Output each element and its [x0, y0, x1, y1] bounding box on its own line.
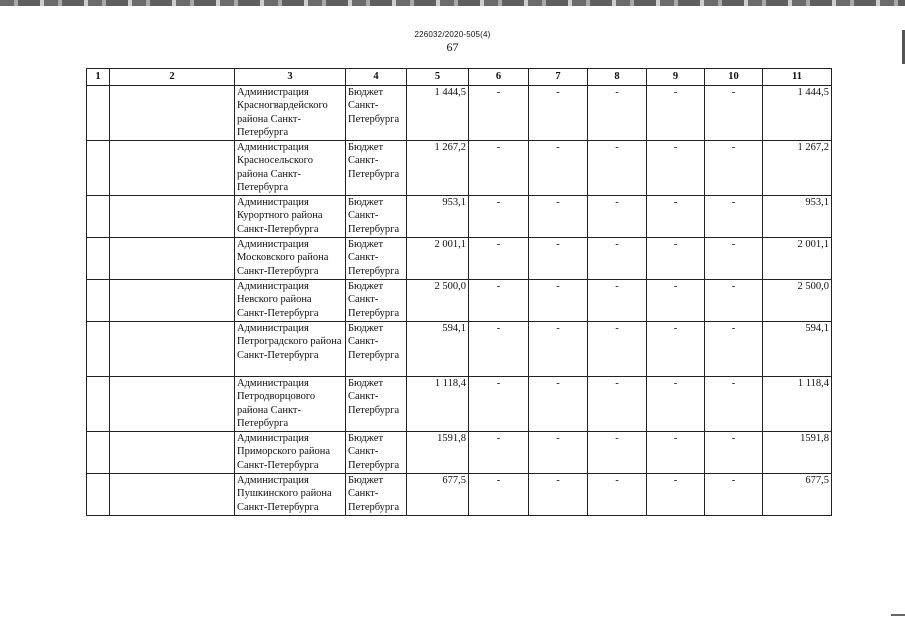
table-row — [87, 474, 832, 516]
column-header: 9 — [647, 69, 705, 86]
value-cell: - — [588, 141, 647, 196]
value-cell: - — [469, 474, 529, 516]
index-cell — [87, 474, 110, 516]
value-cell: - — [588, 432, 647, 474]
funding-source-cell: Бюджет Санкт-Петербурга — [346, 322, 407, 377]
total-amount-cell: 1 444,5 — [407, 86, 469, 141]
executor-cell: Администрация Петроградского района Санкт-Петербурга — [235, 322, 346, 377]
index-cell — [87, 377, 110, 432]
funding-source-cell: Бюджет Санкт-Петербурга — [346, 238, 407, 280]
executor-cell: Администрация Невского района Санкт-Петербурга — [235, 280, 346, 322]
year-amount-cell: 594,1 — [763, 322, 832, 377]
total-amount-cell: 677,5 — [407, 474, 469, 516]
value-cell: - — [588, 238, 647, 280]
year-amount-cell: 1 444,5 — [763, 86, 832, 141]
program-cell — [110, 86, 235, 141]
executor-cell: Администрация Петродворцового района Санкт-Петербурга — [235, 377, 346, 432]
value-cell: - — [705, 432, 763, 474]
executor-cell: Администрация Московского района Санкт-Петербурга — [235, 238, 346, 280]
program-cell — [110, 432, 235, 474]
value-cell: - — [588, 196, 647, 238]
column-header: 5 — [407, 69, 469, 86]
table-row — [87, 377, 832, 432]
funding-source-cell: Бюджет Санкт-Петербурга — [346, 141, 407, 196]
value-cell: - — [529, 86, 588, 141]
funding-source-cell: Бюджет Санкт-Петербурга — [346, 377, 407, 432]
value-cell: - — [588, 86, 647, 141]
budget-table — [86, 68, 832, 516]
value-cell: - — [469, 196, 529, 238]
index-cell — [87, 280, 110, 322]
index-cell — [87, 238, 110, 280]
document-code: 226032/2020-505(4) — [414, 30, 491, 39]
value-cell: - — [647, 141, 705, 196]
column-header: 1 — [87, 69, 110, 86]
value-cell: - — [529, 196, 588, 238]
value-cell: - — [469, 322, 529, 377]
executor-cell: Администрация Курортного района Санкт-Петербурга — [235, 196, 346, 238]
value-cell: - — [647, 322, 705, 377]
year-amount-cell: 2 500,0 — [763, 280, 832, 322]
value-cell: - — [705, 280, 763, 322]
program-cell — [110, 474, 235, 516]
value-cell: - — [529, 280, 588, 322]
value-cell: - — [705, 86, 763, 141]
year-amount-cell: 677,5 — [763, 474, 832, 516]
executor-cell: Администрация Красногвардейского района Санкт-Петербурга — [235, 86, 346, 141]
year-amount-cell: 2 001,1 — [763, 238, 832, 280]
table-row — [87, 322, 832, 377]
value-cell: - — [469, 238, 529, 280]
value-cell: - — [588, 377, 647, 432]
year-amount-cell: 1 118,4 — [763, 377, 832, 432]
total-amount-cell: 2 500,0 — [407, 280, 469, 322]
value-cell: - — [529, 238, 588, 280]
funding-source-cell: Бюджет Санкт-Петербурга — [346, 474, 407, 516]
table-row — [87, 196, 832, 238]
value-cell: - — [705, 238, 763, 280]
index-cell — [87, 322, 110, 377]
funding-source-cell: Бюджет Санкт-Петербурга — [346, 196, 407, 238]
column-header: 11 — [763, 69, 832, 86]
value-cell: - — [647, 238, 705, 280]
value-cell: - — [529, 377, 588, 432]
total-amount-cell: 594,1 — [407, 322, 469, 377]
value-cell: - — [705, 377, 763, 432]
value-cell: - — [469, 280, 529, 322]
value-cell: - — [705, 141, 763, 196]
index-cell — [87, 196, 110, 238]
program-cell — [110, 196, 235, 238]
program-cell — [110, 238, 235, 280]
column-header: 4 — [346, 69, 407, 86]
column-header: 2 — [110, 69, 235, 86]
total-amount-cell: 953,1 — [407, 196, 469, 238]
table-row — [87, 238, 832, 280]
executor-cell: Администрация Красносельского района Санкт-Петербурга — [235, 141, 346, 196]
value-cell: - — [647, 432, 705, 474]
total-amount-cell: 2 001,1 — [407, 238, 469, 280]
page-number: 67 — [446, 40, 459, 54]
table-body — [87, 86, 832, 516]
column-header: 8 — [588, 69, 647, 86]
value-cell: - — [705, 196, 763, 238]
program-cell — [110, 280, 235, 322]
program-cell — [110, 322, 235, 377]
value-cell: - — [469, 86, 529, 141]
header-row — [87, 69, 832, 86]
column-header: 6 — [469, 69, 529, 86]
index-cell — [87, 432, 110, 474]
table-row — [87, 432, 832, 474]
value-cell: - — [647, 474, 705, 516]
index-cell — [87, 141, 110, 196]
value-cell: - — [588, 280, 647, 322]
value-cell: - — [647, 86, 705, 141]
executor-cell: Администрация Приморского района Санкт-Петербурга — [235, 432, 346, 474]
year-amount-cell: 1591,8 — [763, 432, 832, 474]
value-cell: - — [588, 474, 647, 516]
value-cell: - — [529, 432, 588, 474]
value-cell: - — [469, 432, 529, 474]
funding-source-cell: Бюджет Санкт-Петербурга — [346, 432, 407, 474]
total-amount-cell: 1591,8 — [407, 432, 469, 474]
value-cell: - — [705, 474, 763, 516]
table-row — [87, 86, 832, 141]
value-cell: - — [647, 280, 705, 322]
value-cell: - — [469, 377, 529, 432]
index-cell — [87, 86, 110, 141]
column-header: 7 — [529, 69, 588, 86]
funding-source-cell: Бюджет Санкт-Петербурга — [346, 86, 407, 141]
table-row — [87, 141, 832, 196]
scan-edge-artifact — [0, 0, 905, 6]
value-cell: - — [647, 377, 705, 432]
total-amount-cell: 1 118,4 — [407, 377, 469, 432]
program-cell — [110, 377, 235, 432]
executor-cell: Администрация Пушкинского района Санкт-Петербурга — [235, 474, 346, 516]
scan-margin-mark-bottom — [891, 614, 905, 616]
value-cell: - — [529, 474, 588, 516]
value-cell: - — [529, 141, 588, 196]
value-cell: - — [588, 322, 647, 377]
value-cell: - — [647, 196, 705, 238]
column-header: 3 — [235, 69, 346, 86]
program-cell — [110, 141, 235, 196]
funding-source-cell: Бюджет Санкт-Петербурга — [346, 280, 407, 322]
table-header — [87, 69, 832, 86]
total-amount-cell: 1 267,2 — [407, 141, 469, 196]
column-header: 10 — [705, 69, 763, 86]
table-row — [87, 280, 832, 322]
value-cell: - — [469, 141, 529, 196]
year-amount-cell: 953,1 — [763, 196, 832, 238]
value-cell: - — [529, 322, 588, 377]
value-cell: - — [705, 322, 763, 377]
year-amount-cell: 1 267,2 — [763, 141, 832, 196]
